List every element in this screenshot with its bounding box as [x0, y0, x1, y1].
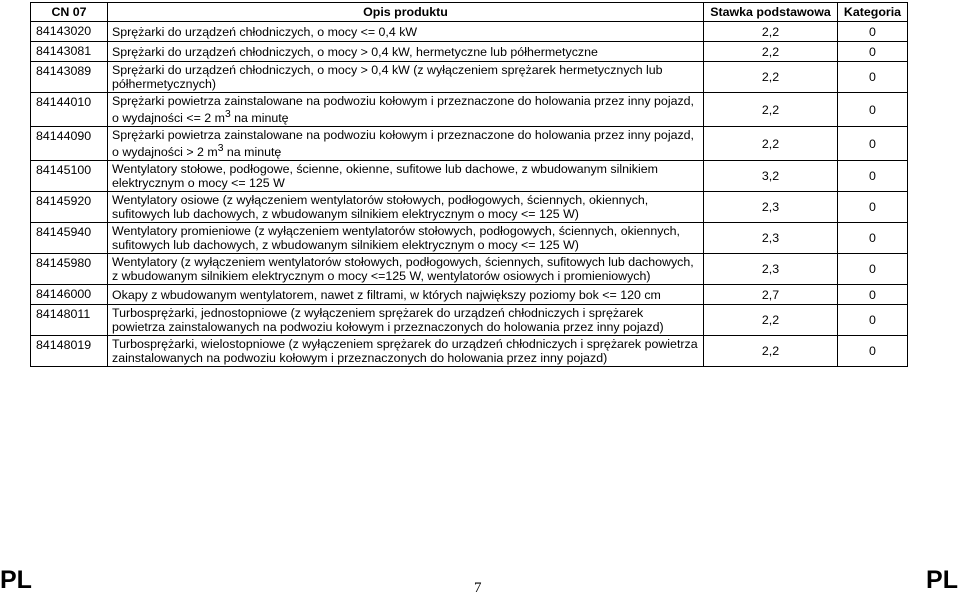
cn-code: 84144010 — [31, 93, 108, 127]
base-rate: 2,3 — [704, 192, 838, 223]
cn-code: 84144090 — [31, 127, 108, 161]
superscript-unit: 3 — [217, 143, 224, 155]
category: 0 — [838, 93, 908, 127]
base-rate: 2,2 — [704, 93, 838, 127]
category: 0 — [838, 192, 908, 223]
base-rate: 2,2 — [704, 22, 838, 42]
base-rate: 3,2 — [704, 161, 838, 192]
cn-code: 84148011 — [31, 305, 108, 336]
table-row — [31, 285, 908, 305]
table-row — [31, 305, 908, 336]
product-description — [108, 127, 704, 161]
base-rate: 2,3 — [704, 254, 838, 285]
description-text-end: na minutę — [230, 111, 289, 126]
product-description: Turbosprężarki, wielostopniowe (z wyłączeniem sprężarek do urządzeń chłodniczych i sprężarek powietrza zainstalowanych na podwoziu kołowym i przeznaczonych do holowania przez inny pojazd) — [108, 336, 704, 367]
table-row — [31, 223, 908, 254]
cn-code: 84148019 — [31, 336, 108, 367]
table-header-row — [31, 3, 908, 22]
tariff-table — [30, 2, 908, 367]
footer-language-left: PL — [0, 566, 32, 594]
cn-code: 84145100 — [31, 161, 108, 192]
description-text: Sprężarki powietrza zainstalowane na podwoziu kołowym i przeznaczone do holowania przez inny pojazd, o wydajności <= 2 m — [112, 94, 694, 126]
base-rate: 2,7 — [704, 285, 838, 305]
product-description: Sprężarki do urządzeń chłodniczych, o mocy > 0,4 kW (z wyłączeniem sprężarek hermetycznych lub półhermetycznych) — [108, 62, 704, 93]
category: 0 — [838, 127, 908, 161]
category: 0 — [838, 223, 908, 254]
product-description: Okapy z wbudowanym wentylatorem, nawet z filtrami, w których największy poziomy bok <= 120 cm — [108, 285, 704, 305]
category: 0 — [838, 22, 908, 42]
product-description — [108, 93, 704, 127]
product-description: Turbosprężarki, jednostopniowe (z wyłączeniem sprężarek do urządzeń chłodniczych i sprężarek powietrza zainstalowanych na podwoziu kołowym i przeznaczonych do holowania przez inny pojazd) — [108, 305, 704, 336]
product-description: Wentylatory (z wyłączeniem wentylatorów stołowych, podłogowych, ściennych, sufitowych lub dachowych, z wbudowanym silnikiem elektrycznym o mocy <=125 W, wentylatorów osiowych i promieniowych) — [108, 254, 704, 285]
table-row — [31, 42, 908, 62]
cn-code: 84143081 — [31, 42, 108, 62]
table-row — [31, 127, 908, 161]
category: 0 — [838, 336, 908, 367]
header-rate: Stawka podstawowa — [704, 3, 838, 22]
base-rate: 2,3 — [704, 223, 838, 254]
cn-code: 84143020 — [31, 22, 108, 42]
header-description: Opis produktu — [108, 3, 704, 22]
description-text: Sprężarki powietrza zainstalowane na podwoziu kołowym i przeznaczone do holowania przez inny pojazd, o wydajności > 2 m — [112, 128, 694, 160]
table-row — [31, 161, 908, 192]
table-row — [31, 254, 908, 285]
superscript-unit: 3 — [224, 109, 231, 120]
product-description: Wentylatory osiowe (z wyłączeniem wentylatorów stołowych, podłogowych, ściennych, okiennych, sufitowych lub dachowych, z wbudowanym silnikiem elektrycznym o mocy <= 125 W) — [108, 192, 704, 223]
base-rate: 2,2 — [704, 62, 838, 93]
base-rate: 2,2 — [704, 336, 838, 367]
table-row — [31, 192, 908, 223]
category: 0 — [838, 62, 908, 93]
table-row — [31, 336, 908, 367]
footer-language-right: PL — [926, 566, 958, 594]
cn-code: 84145980 — [31, 254, 108, 285]
product-description: Sprężarki do urządzeń chłodniczych, o mocy > 0,4 kW, hermetyczne lub półhermetyczne — [108, 42, 704, 62]
category: 0 — [838, 254, 908, 285]
cn-code: 84145920 — [31, 192, 108, 223]
header-code: CN 07 — [31, 3, 108, 22]
category: 0 — [838, 42, 908, 62]
base-rate: 2,2 — [704, 127, 838, 161]
base-rate: 2,2 — [704, 42, 838, 62]
category: 0 — [838, 305, 908, 336]
product-description: Wentylatory promieniowe (z wyłączeniem wentylatorów stołowych, podłogowych, ściennych, okiennych, sufitowych lub dachowych, z wbudowanym silnikiem elektrycznym o mocy <= 125 W) — [108, 223, 704, 254]
base-rate: 2,2 — [704, 305, 838, 336]
category: 0 — [838, 285, 908, 305]
product-description: Sprężarki do urządzeń chłodniczych, o mocy <= 0,4 kW — [108, 22, 704, 42]
page-number: 7 — [474, 580, 482, 596]
table-row — [31, 62, 908, 93]
header-category: Kategoria — [838, 3, 908, 22]
description-text-end: na minutę — [223, 145, 282, 160]
cn-code: 84143089 — [31, 62, 108, 93]
cn-code: 84146000 — [31, 285, 108, 305]
table-row — [31, 22, 908, 42]
cn-code: 84145940 — [31, 223, 108, 254]
product-description: Wentylatory stołowe, podłogowe, ścienne, okienne, sufitowe lub dachowe, z wbudowanym silnikiem elektrycznym o mocy <= 125 W — [108, 161, 704, 192]
category: 0 — [838, 161, 908, 192]
table-row — [31, 93, 908, 127]
